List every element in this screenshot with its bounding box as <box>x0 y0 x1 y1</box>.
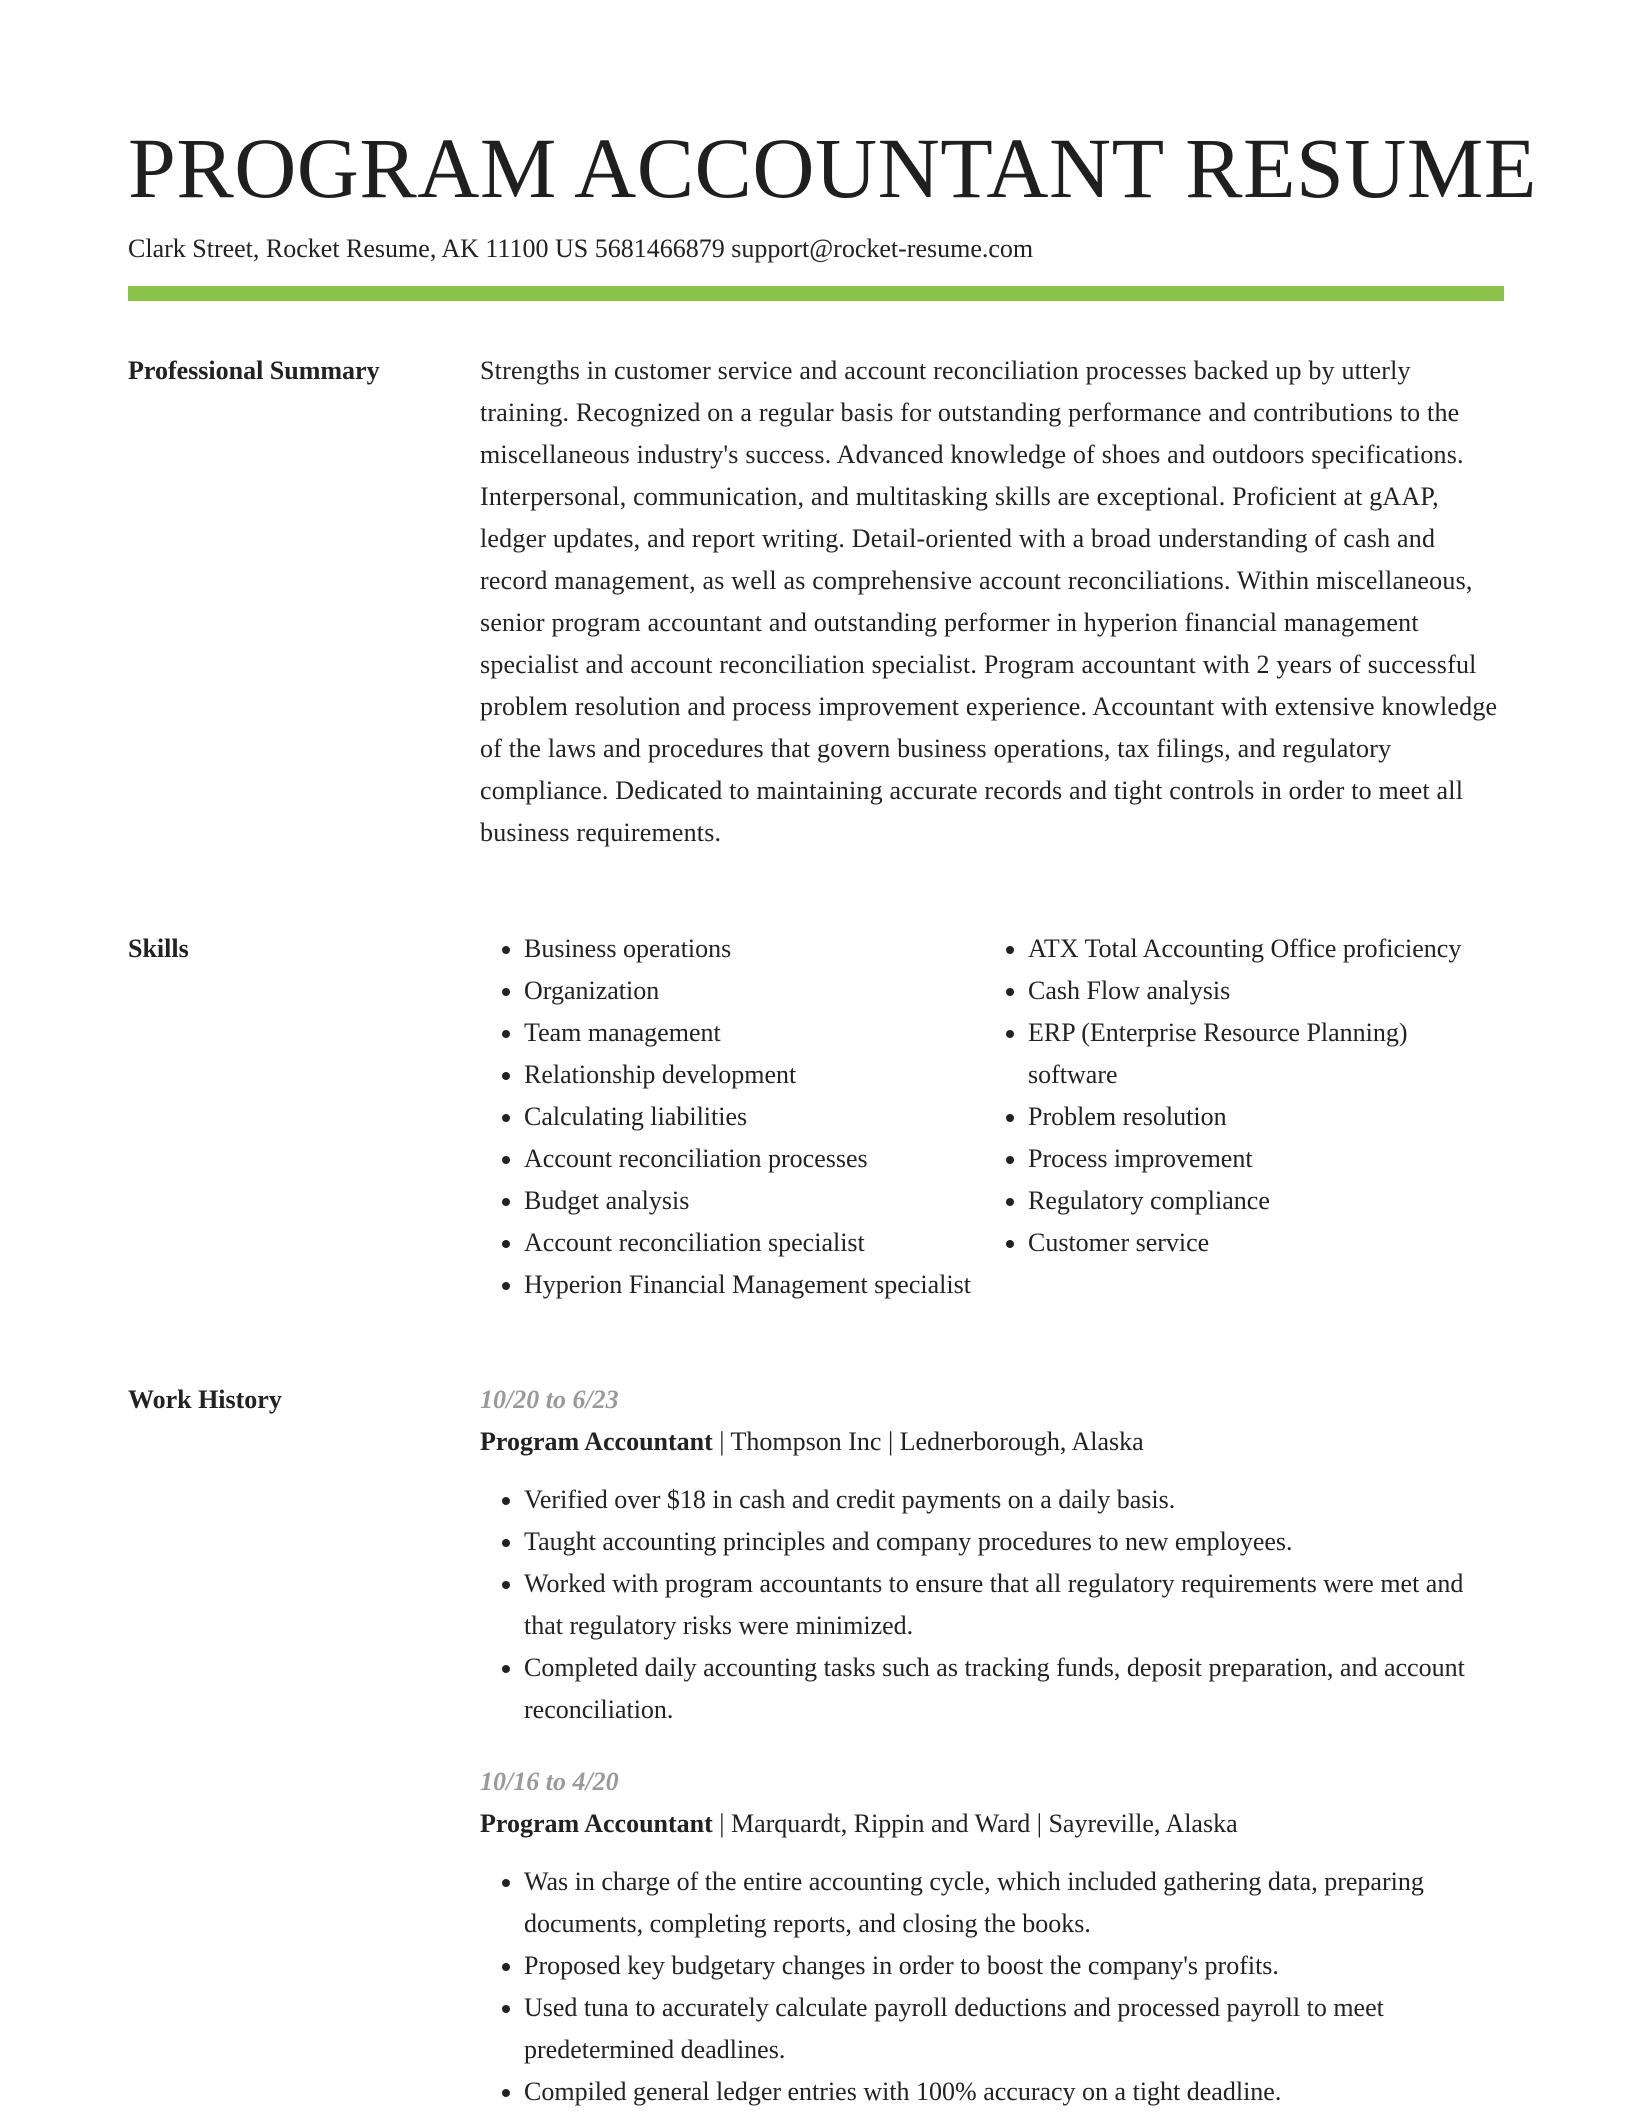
job-dates: 10/20 to 6/23 <box>480 1385 619 1414</box>
skill-item: • Relationship development <box>524 1054 984 1096</box>
skill-item: • Calculating liabilities <box>524 1096 984 1138</box>
skill-item: • ATX Total Accounting Office proficiency <box>1028 928 1488 970</box>
duty-item: • Completed daily accounting tasks such as tracking funds, deposit preparation, and account reconciliation. <box>524 1647 1504 1731</box>
skill-item: • ERP (Enterprise Resource Planning) software <box>1028 1012 1488 1096</box>
contact-info: Clark Street, Rocket Resume, AK 11100 US 5681466879 support@rocket-resume.com <box>128 234 1034 263</box>
duty-item: • Compiled general ledger entries with 100% accuracy on a tight deadline. <box>524 2071 1504 2113</box>
job-duties-list <box>480 1479 1504 1731</box>
skill-item: • Regulatory compliance <box>1028 1180 1488 1222</box>
job-entry <box>480 1379 1504 1731</box>
duty-item: • Was in charge of the entire accounting cycle, which included gathering data, preparing documents, completing reports, and closing the books. <box>524 1861 1504 1945</box>
skill-item: • Budget analysis <box>524 1180 984 1222</box>
skill-item: • Team management <box>524 1012 984 1054</box>
skills-columns <box>480 928 1504 1306</box>
skill-item: • Organization <box>524 970 984 1012</box>
job-dates: 10/16 to 4/20 <box>480 1767 619 1796</box>
section-heading-summary: Professional Summary <box>128 356 380 385</box>
skill-item: • Account reconciliation processes <box>524 1138 984 1180</box>
job-employer-location: | Marquardt, Rippin and Ward | Sayreville, Alaska <box>712 1809 1238 1838</box>
skill-item: • Problem resolution <box>1028 1096 1488 1138</box>
header-divider <box>128 286 1504 301</box>
job-header <box>480 1421 1504 1463</box>
job-header <box>480 1803 1504 1845</box>
skill-item: • Cash Flow analysis <box>1028 970 1488 1012</box>
job-employer-location: | Thompson Inc | Lednerborough, Alaska <box>712 1427 1144 1456</box>
skills-list-right <box>984 928 1488 1306</box>
skill-item: • Account reconciliation specialist <box>524 1222 984 1264</box>
job-title: Program Accountant <box>480 1427 713 1456</box>
section-heading-skills: Skills <box>128 934 189 963</box>
duty-item: • Verified over $18 in cash and credit payments on a daily basis. <box>524 1479 1504 1521</box>
summary-body <box>480 350 1504 854</box>
skill-item: • Hyperion Financial Management specialist <box>524 1264 984 1306</box>
job-title: Program Accountant <box>480 1809 713 1838</box>
skill-item: • Customer service <box>1028 1222 1488 1264</box>
duty-item: • Worked with program accountants to ensure that all regulatory requirements were met and that regulatory risks were minimized. <box>524 1563 1504 1647</box>
resume-title: PROGRAM ACCOUNTANT RESUME <box>128 120 1537 216</box>
duty-item: • Used tuna to accurately calculate payroll deductions and processed payroll to meet predetermined deadlines. <box>524 1987 1504 2071</box>
duty-item: • Proposed key budgetary changes in order to boost the company's profits. <box>524 1945 1504 1987</box>
job-entry <box>480 1761 1504 2113</box>
skill-item: • Business operations <box>524 928 984 970</box>
summary-text: Strengths in customer service and account reconciliation processes backed up by utterly training. Recognized on a regular basis for outstanding performance and contributions to the miscellaneous industry's success. Advanced knowledge of shoes and outdoors specifications. Interpersonal, communication, and multitasking skills are exceptional. Proficient at gAAP, ledger updates, and report writing. Detail-oriented with a broad understanding of cash and record management, as well as comprehensive account reconciliations. Within miscellaneous, senior program accountant and outstanding performer in hyperion financial management specialist and account reconciliation specialist. Program accountant with 2 years of successful problem resolution and process improvement experience. Accountant with extensive knowledge of the laws and procedures that govern business operations, tax filings, and regulatory compliance. Dedicated to maintaining accurate records and tight controls in order to meet all business requirements. <box>480 356 1498 847</box>
duty-item: • Taught accounting principles and company procedures to new employees. <box>524 1521 1504 1563</box>
skills-list-left <box>480 928 984 1306</box>
skill-item: • Process improvement <box>1028 1138 1488 1180</box>
skills-body <box>480 928 1504 1306</box>
job-duties-list <box>480 1861 1504 2113</box>
section-heading-work-history: Work History <box>128 1385 282 1414</box>
work-history-body <box>480 1379 1504 2113</box>
